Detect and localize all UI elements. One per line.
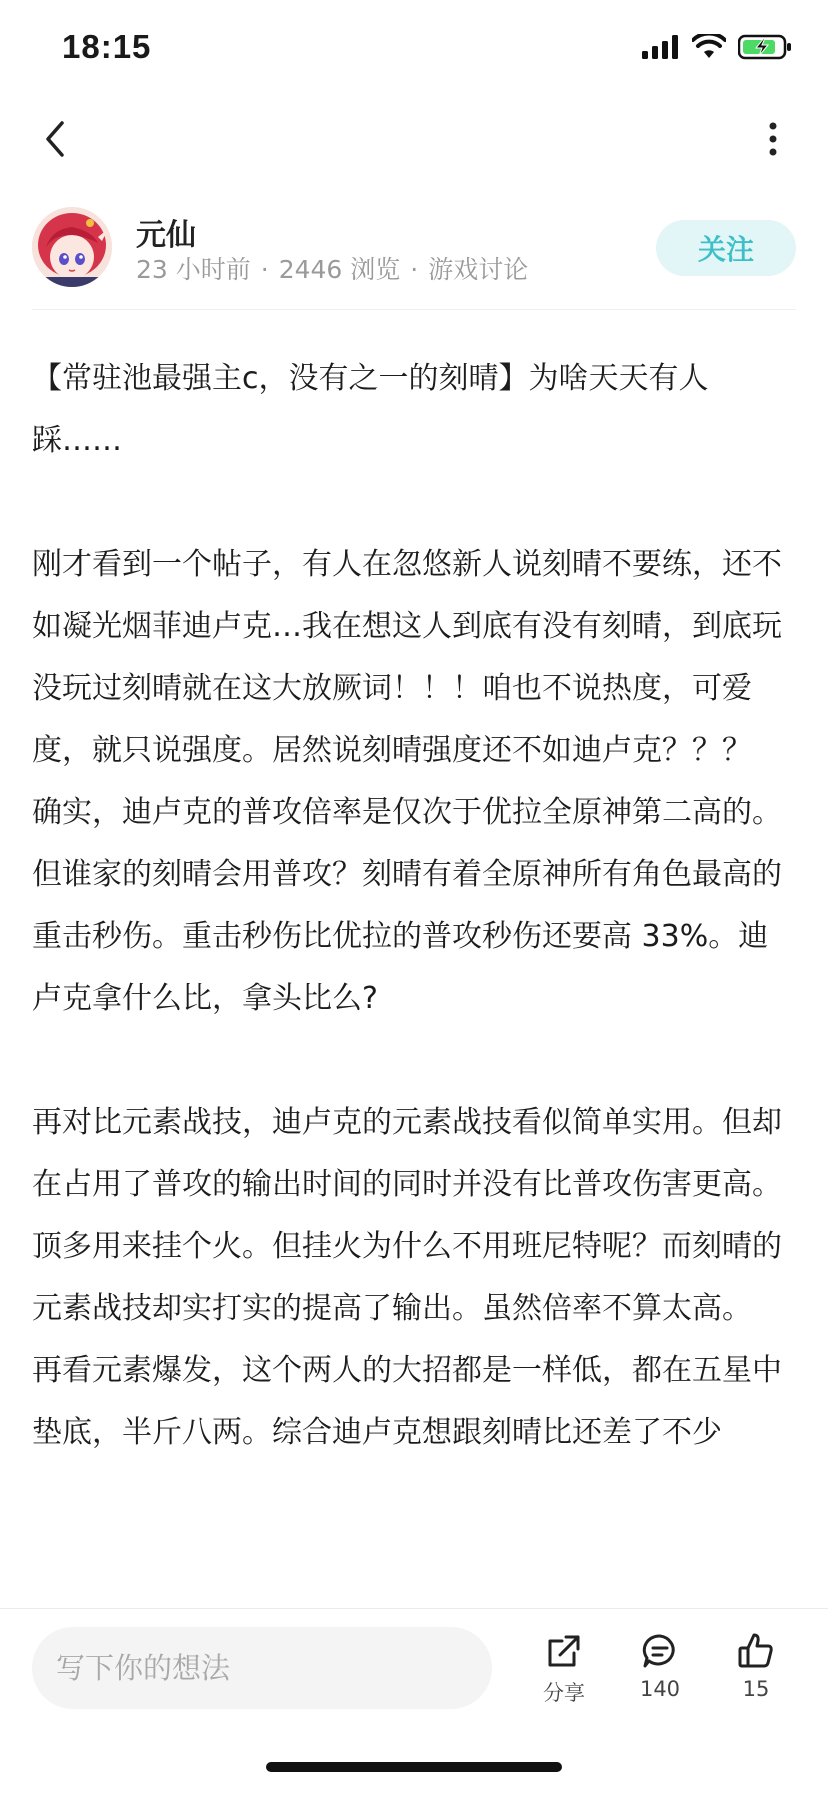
meta-separator: · (260, 255, 269, 284)
status-time: 18:15 (62, 28, 152, 65)
article-paragraph: 再看元素爆发，这个两人的大招都是一样低，都在五星中垫底，半斤八两。综合迪卢克想跟刻晴比还差了不少 (32, 1353, 782, 1450)
comment-bubble-icon (640, 1631, 680, 1671)
like-count: 15 (742, 1677, 770, 1701)
more-options-button[interactable] (748, 114, 798, 164)
paragraph-spacer (32, 472, 796, 534)
status-bar (0, 0, 828, 100)
comment-input[interactable] (32, 1627, 492, 1709)
chevron-left-icon (42, 119, 68, 159)
back-button[interactable] (30, 114, 80, 164)
status-icons (642, 34, 792, 60)
more-vertical-icon (768, 122, 778, 156)
bottom-action-bar (0, 1608, 828, 1793)
follow-button[interactable]: 关注 (656, 220, 796, 276)
paragraph-spacer (32, 1030, 796, 1092)
cellular-signal-icon (642, 35, 680, 59)
wifi-icon (692, 34, 726, 60)
comment-button[interactable] (620, 1631, 700, 1701)
article-paragraph: 【常驻池最强主c，没有之一的刻晴】为啥天天有人踩…… (32, 361, 709, 458)
article-paragraph: 确实，迪卢克的普攻倍率是仅次于优拉全原神第二高的。但谁家的刻晴会用普攻？刻晴有着全原神所有角色最高的重击秒伤。重击秒伤比优拉的普攻秒伤还要高 33%。迪卢克拿什么比，拿头比么? (32, 795, 782, 1016)
article-paragraph: 再对比元素战技，迪卢克的元素战技看似简单实用。但却在占用了普攻的输出时间的同时并没有比普攻伤害更高。顶多用来挂个火。但挂火为什么不用班尼特呢？而刻晴的元素战技却实打实的提高了输出。虽然倍率不算太高。 (32, 1105, 782, 1326)
author-name[interactable]: 元仙 (136, 218, 196, 253)
post-time: 23 小时前 (136, 255, 251, 284)
post-category[interactable]: 游戏讨论 (428, 255, 529, 284)
view-count: 2446 浏览 (278, 255, 401, 284)
meta-separator: · (410, 255, 419, 284)
comment-count: 140 (639, 1677, 681, 1701)
share-icon (544, 1631, 584, 1671)
battery-charging-icon (738, 34, 792, 60)
author-row (0, 200, 828, 310)
share-button[interactable] (524, 1631, 604, 1707)
divider (32, 309, 796, 310)
post-meta (136, 250, 528, 286)
thumbs-up-icon (736, 1631, 776, 1671)
avatar-illustration-icon (32, 207, 112, 287)
article-body (32, 348, 796, 1602)
home-indicator[interactable] (266, 1762, 562, 1772)
avatar[interactable] (32, 207, 112, 287)
share-label: 分享 (543, 1681, 585, 1705)
like-button[interactable] (716, 1631, 796, 1701)
article-paragraph: 刚才看到一个帖子，有人在忽悠新人说刻晴不要练，还不如凝光烟菲迪卢克…我在想这人到底有没有刻晴，到底玩没玩过刻晴就在这大放厥词！！！咱也不说热度，可爱度，就只说强度。居然说刻晴强度还不如迪卢克？？？ (32, 547, 782, 768)
nav-bar (0, 100, 828, 180)
